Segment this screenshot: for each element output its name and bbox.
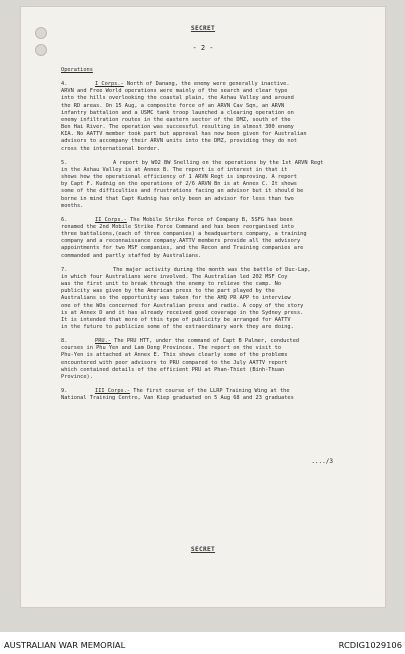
paragraph-first-line [61,388,361,395]
paragraph-line: Phu-Yen is attached at Annex E. This shows clearly some of the problems [61,352,288,359]
paragraph-line: the RD areas. On 15 Aug, a composite force of an ARVN Cav Sqn, an ARVN [61,102,285,109]
archive-record-id: RCDIG1029106 [338,640,402,650]
paragraph-heading: II Corps.- [95,216,127,223]
paragraph-line: commanded and partly staffed by Australians. [61,252,202,259]
paragraph-line: in which four Australians were involved. The Australian led 202 MSF Coy [61,273,288,280]
paragraph-number: 7. [61,266,68,273]
paragraph-line: by Capt F. Kudnig on the operations of 2/6 ARVN Bn is at Annex C. It shows [61,181,297,188]
document-page [21,7,385,607]
archive-footer [0,632,405,654]
paragraph-line: months. [61,202,84,209]
paragraph-line: enemy infiltration routes in the eastern sector of the DMZ, south of the [61,116,291,123]
paragraph-line: borne in mind that Capt Kudnig has only been an advisor for less than two [61,195,294,202]
paragraph-first-line [61,267,361,274]
paragraph-first-line [61,338,361,345]
paragraph [61,81,361,153]
paragraph [61,388,361,402]
classification-bottom: SECRET [190,546,216,553]
paragraph-line: shows how the operational efficiency of 1 ARVN Regt is improving. A report [61,174,297,181]
paragraph-line: KIA. No AATTV member took part but approval has now been given for Australian [61,131,307,138]
paragraph-line: National Training Centre, Van Kiep graduated on 5 Aug 68 and 23 graduates [61,395,294,402]
paragraph [61,217,361,260]
paragraph-line: in the future to publicize some of the extraordinary work they are doing. [61,324,294,330]
paragraph-line: into the hills overlooking the coastal plain, the Ashau Valley and around [61,95,294,102]
paragraph [61,160,361,210]
paragraph-number: 5. [61,159,68,166]
paragraph-text: The first course of the LLRP Training Wing at the [133,388,290,395]
paragraph-heading: I Corps.- [95,81,124,88]
paragraph-number: 6. [61,216,68,223]
continuation-marker: ..../3 [311,458,333,465]
paragraph-text: The Mobile Strike Force of Company B, 5SFG has been [130,216,293,223]
paragraph [61,338,361,381]
paragraph-first-line [61,217,361,224]
paragraph-heading: PRU.- [95,338,111,345]
paragraph-first-line [61,160,361,167]
paragraph-line: Australians so the opportunity was taken for the AHQ PR APP to interview [61,295,291,302]
document-body [61,67,361,409]
paragraph-line: advisors to accompany their ARVN units into the DMZ, providing they do not [61,138,297,145]
paragraph-line: cross the international border. [61,145,160,152]
paragraph-text: North of Danang, the enemy were generally inactive. [126,81,290,88]
paragraph-line: infantry battalion and a USMC tank troop launched a clearing operation on [61,109,294,116]
paragraph-line: renamed the 2nd Mobile Strike Force Command and has been reorganised into [61,223,294,230]
paragraph-line: three battalions,(each of three companies) a headquarters company, a training [61,231,307,238]
paragraph-number: 8. [61,338,68,345]
classification-top: SECRET [190,25,216,32]
paragraph-line: Ben Hai River. The operation was successful resulting in almost 300 enemy [61,124,294,131]
paragraph-line: appointments for two MSF companies, and the Recon and Training companies are [61,245,304,252]
paragraph-text: The PRU HTT, under the command of Capt B Palmer, conducted [114,338,300,345]
page-number: - 2 - [192,44,214,52]
paragraph-line: is at Annex D and it has already received good coverage in the Sydney press. [61,309,304,316]
paragraph-line: some of the difficulties and frustrations facing an advisor but it should be [61,188,304,195]
paragraph-line: ARVN and Free World operations were mainly of the search and clear type [61,88,288,95]
section-title: Operations [61,67,93,73]
paragraph-list [61,81,361,402]
paragraph-first-line [61,81,361,88]
paragraph-line: one of the WOs concerned for Australian press and radio. A copy of the story [61,302,304,309]
paragraph-line: publicity was given by the American press to the part played by the [61,288,275,295]
paragraph-line: encountered with poor advisors to PRU compared to the July AATTV report [61,359,288,366]
paragraph-line: was the first unit to break through the enemy to relieve the camp. No [61,281,282,288]
paragraph [61,267,361,331]
paragraph-line: It is intended that more of this type of publicity be arranged for AATTV [61,316,291,323]
paragraph-number: 9. [61,388,68,395]
paragraph-line: in the Ashau Valley is at Annex B. The report is of interest in that it [61,166,288,173]
paragraph-line: Province). [61,373,93,380]
paragraph-number: 4. [61,81,68,88]
paragraph-line: courses in Phu Yen and Lam Dong Provinces. The report on the visit to [61,345,282,352]
archive-name: AUSTRALIAN WAR MEMORIAL [4,640,126,650]
paragraph-line: company and a reconnaissance company.AATTV members provide all the advisory [61,238,301,245]
paragraph-text: The major activity during the month was the battle of Duc-Lap, [113,266,311,273]
paragraph-heading: III Corps.- [95,388,131,395]
paragraph-text: A report by WO2 BW Snelling on the operations by the 1st ARVN Regt [113,159,324,166]
paragraph-line: which contained details of the efficient PRU at Phan-Thiet (Binh-Thuan [61,366,285,373]
